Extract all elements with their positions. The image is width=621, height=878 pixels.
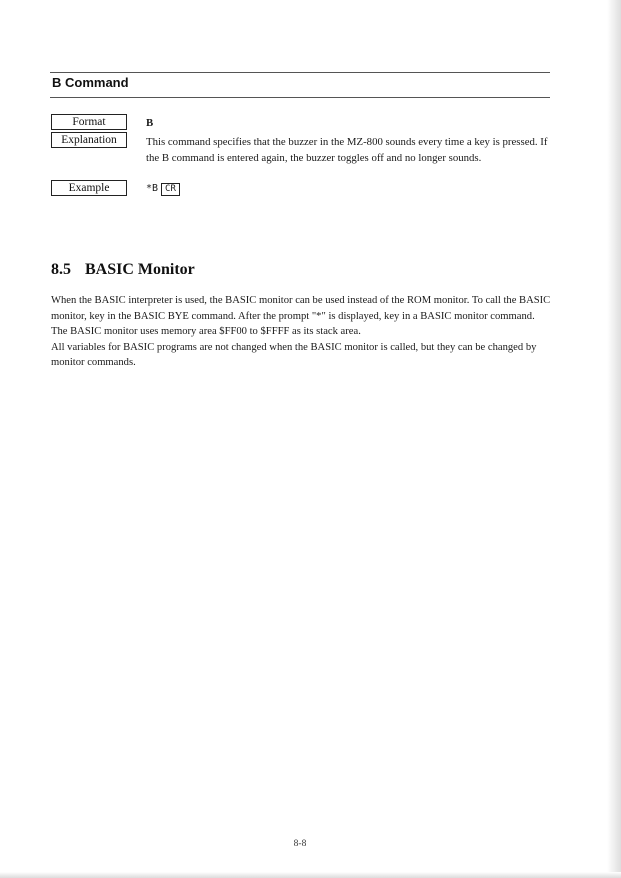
page-edge-right [607,0,621,878]
format-label: Format [51,114,127,130]
explanation-label: Explanation [51,132,127,148]
section-title: B Command [52,75,129,90]
subsection-body [51,293,551,371]
subsection-number: 8.5 [51,261,71,278]
example-command [146,181,180,197]
explanation-text: This command specifies that the buzzer in the MZ-800 sounds every time a key is pressed. If the B command is entered again, the buzzer toggles off and no longer sounds. [146,136,548,164]
page-number: 8-8 [293,839,307,849]
format-value: B [146,117,154,129]
subsection-title: BASIC Monitor [85,261,195,278]
paragraph: When the BASIC interpreter is used, the BASIC monitor can be used instead of the ROM monitor. To call the BASIC monitor, key in the BASIC BYE command. After the prompt "*" is displayed, key in a BASIC monitor command. [51,295,551,322]
paragraph: The BASIC monitor uses memory area $FF00 to $FFFF as its stack area. [51,326,361,338]
top-rule [50,72,550,73]
example-label: Example [51,180,127,196]
paragraph: All variables for BASIC programs are not changed when the BASIC monitor is called, but they can be changed by monitor commands. [51,341,537,369]
page-edge-bottom [0,872,621,878]
cr-key: CR [161,183,180,196]
subsection-heading [51,261,195,279]
example-code: *B [146,183,159,194]
section-rule [50,97,550,98]
